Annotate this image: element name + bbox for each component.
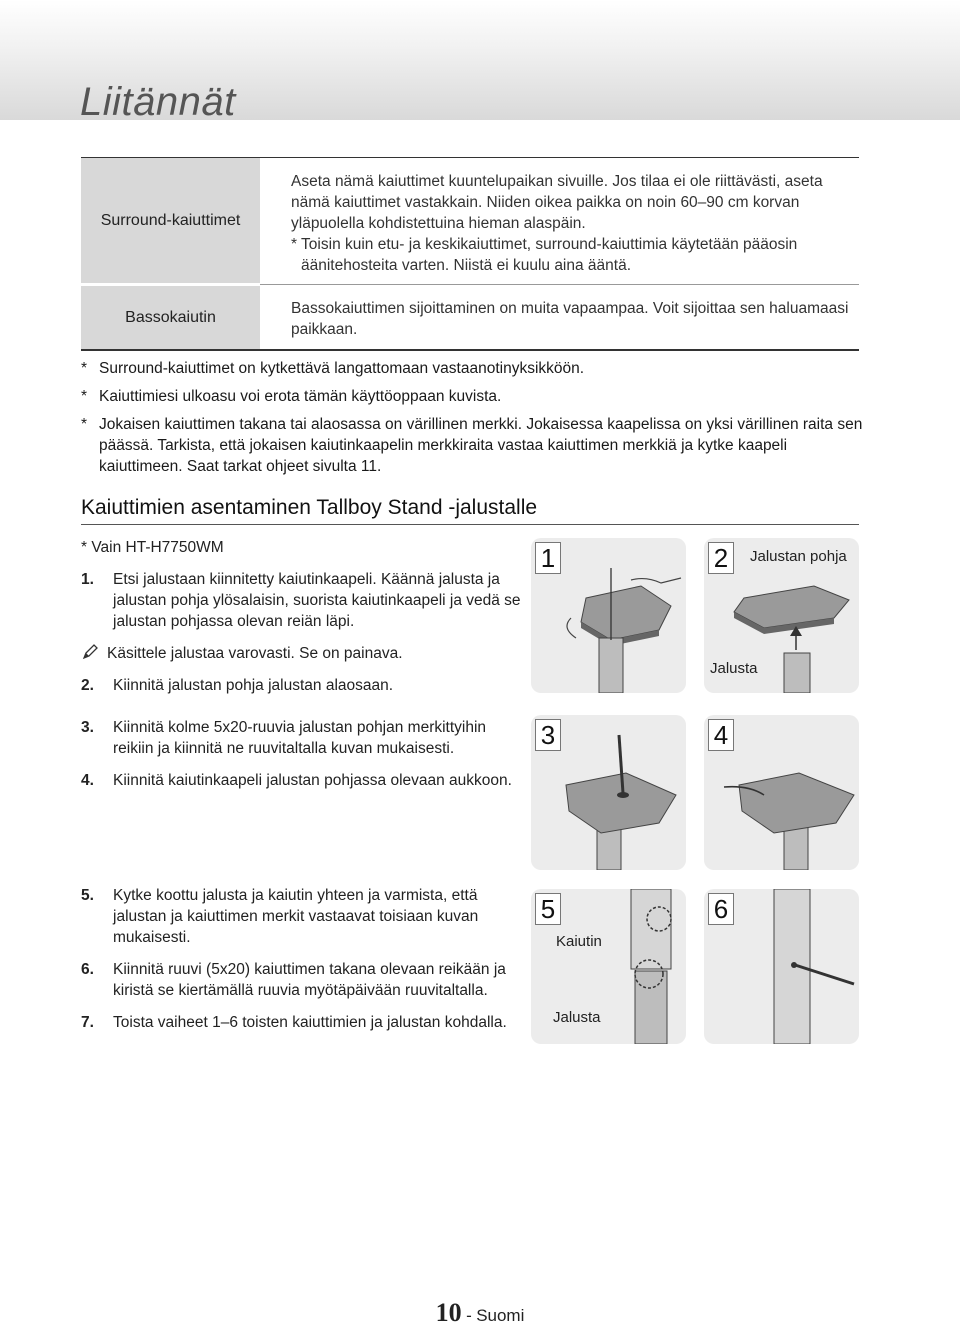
list-item (81, 358, 866, 379)
caution-text: Käsittele jalustaa varovasti. Se on painava. (107, 645, 403, 662)
surround-speakers-label: Surround-kaiuttimet (81, 158, 260, 283)
step-number: 5. (81, 887, 94, 904)
surround-description-text: Aseta nämä kaiuttimet kuuntelupaikan sivuille. Jos tilaa ei ole riittävästi, aseta nämä kaiuttimet vastakkain. Niiden oikea paikka on noin 60–90 cm korvan yläpuolella kohdistettuina hieman alaspäin. (291, 173, 823, 232)
step-7 (81, 1012, 521, 1033)
steps-group-3 (81, 885, 521, 1044)
step-number: 1. (81, 571, 94, 588)
list-item (81, 386, 866, 407)
figure-step-1 (531, 538, 686, 693)
asterisk-bullet: * (81, 388, 88, 405)
subwoofer-label: Bassokaiutin (81, 286, 260, 349)
caption-stand: Jalusta (710, 660, 758, 677)
table-divider (260, 284, 859, 285)
asterisk-bullet: * (81, 360, 88, 377)
notes-list (81, 358, 866, 484)
figure-step-3 (531, 715, 686, 870)
chapter-title: Liitännät (80, 80, 236, 124)
step-4 (81, 770, 521, 791)
pencil-note-icon (81, 643, 99, 667)
step-number: 7. (81, 1014, 94, 1031)
step-number: 2. (81, 677, 94, 694)
step-number: 4. (81, 772, 94, 789)
figure-number-badge: 5 (535, 893, 561, 925)
section-rule (81, 524, 859, 525)
step-text: Etsi jalustaan kiinnitetty kaiutinkaapeli. Käännä jalusta ja jalustan pohja ylösalaisin, suorista kaiutinkaapeli ja vedä se jalustan pohjassa olevan reiän läpi. (113, 571, 521, 630)
footer-separator: - (466, 1306, 472, 1325)
figure-number-badge: 4 (708, 719, 734, 751)
asterisk-bullet: * (81, 416, 88, 433)
figure-step-4 (704, 715, 859, 870)
figure-step-5 (531, 889, 686, 1044)
note-text: Surround-kaiuttimet on kytkettävä langattomaan vastaanotinyksikköön. (99, 360, 585, 377)
subwoofer-description-text: Bassokaiuttimen sijoittaminen on muita vapaampaa. Voit sijoittaa sen haluamaasi paikkaan. (291, 300, 849, 338)
step-5 (81, 885, 521, 948)
caption-base: Jalustan pohja (750, 548, 847, 565)
figure-number-badge: 2 (708, 542, 734, 574)
step-1 (81, 569, 521, 632)
step-text: Toista vaiheet 1–6 toisten kaiuttimien ja jalustan kohdalla. (113, 1014, 507, 1031)
page-footer (0, 1298, 960, 1328)
speaker-placement-table (81, 157, 859, 351)
step-6 (81, 959, 521, 1001)
section-title: Kaiuttimien asentaminen Tallboy Stand -jalustalle (81, 496, 538, 519)
steps-group-2 (81, 717, 521, 802)
model-note: * Vain HT-H7750WM (81, 539, 224, 556)
figure-step-2 (704, 538, 859, 693)
footer-language: Suomi (476, 1306, 525, 1325)
caption-speaker: Kaiutin (556, 933, 602, 950)
step-text: Kiinnitä kaiutinkaapeli jalustan pohjassa olevaan aukkoon. (113, 772, 512, 789)
step-text: Kiinnitä jalustan pohja jalustan alaosaan. (113, 677, 394, 694)
page-number: 10 (435, 1298, 462, 1327)
figure-number-badge: 1 (535, 542, 561, 574)
step-text: Kiinnitä kolme 5x20-ruuvia jalustan pohjan merkittyihin reikiin ja kiinnitä ne ruuvitaltalla kuvan mukaisesti. (113, 719, 487, 757)
figure-number-badge: 6 (708, 893, 734, 925)
step-number: 6. (81, 961, 94, 978)
caution-note (81, 643, 521, 664)
step-2 (81, 675, 521, 696)
step-number: 3. (81, 719, 94, 736)
caption-stand: Jalusta (553, 1009, 601, 1026)
figure-number-badge: 3 (535, 719, 561, 751)
surround-speakers-description (291, 171, 851, 276)
steps-group-1 (81, 537, 521, 707)
surround-description-note: * Toisin kuin etu- ja keskikaiuttimet, surround-kaiuttimia käytetään pääosin äänitehosteita varten. Niistä ei kuulu aina ääntä. (291, 236, 798, 274)
figure-step-6 (704, 889, 859, 1044)
subwoofer-description (291, 298, 851, 340)
note-text: Jokaisen kaiuttimen takana tai alaosassa on värillinen merkki. Jokaisessa kaapelissa on yksi värillinen raita sen päässä. Tarkista, että jokaisen kaiutinkaapelin merkkiraita vastaa kaiuttimen merkkiä ja kytke kaapeli kaiuttimeen. Saat tarkat ohjeet sivulta 11. (99, 416, 863, 475)
step-text: Kytke koottu jalusta ja kaiutin yhteen ja varmista, että jalustan ja kaiuttimen merkit vastaavat toisiaan kuvan mukaisesti. (113, 887, 479, 946)
step-3 (81, 717, 521, 759)
step-text: Kiinnitä ruuvi (5x20) kaiuttimen takana olevaan reikään ja kiristä se kiertämällä ruuvia myötäpäivään ruuvitaltalla. (113, 961, 506, 999)
list-item (81, 414, 866, 477)
note-text: Kaiuttimiesi ulkoasu voi erota tämän käyttöoppaan kuvista. (99, 388, 502, 405)
